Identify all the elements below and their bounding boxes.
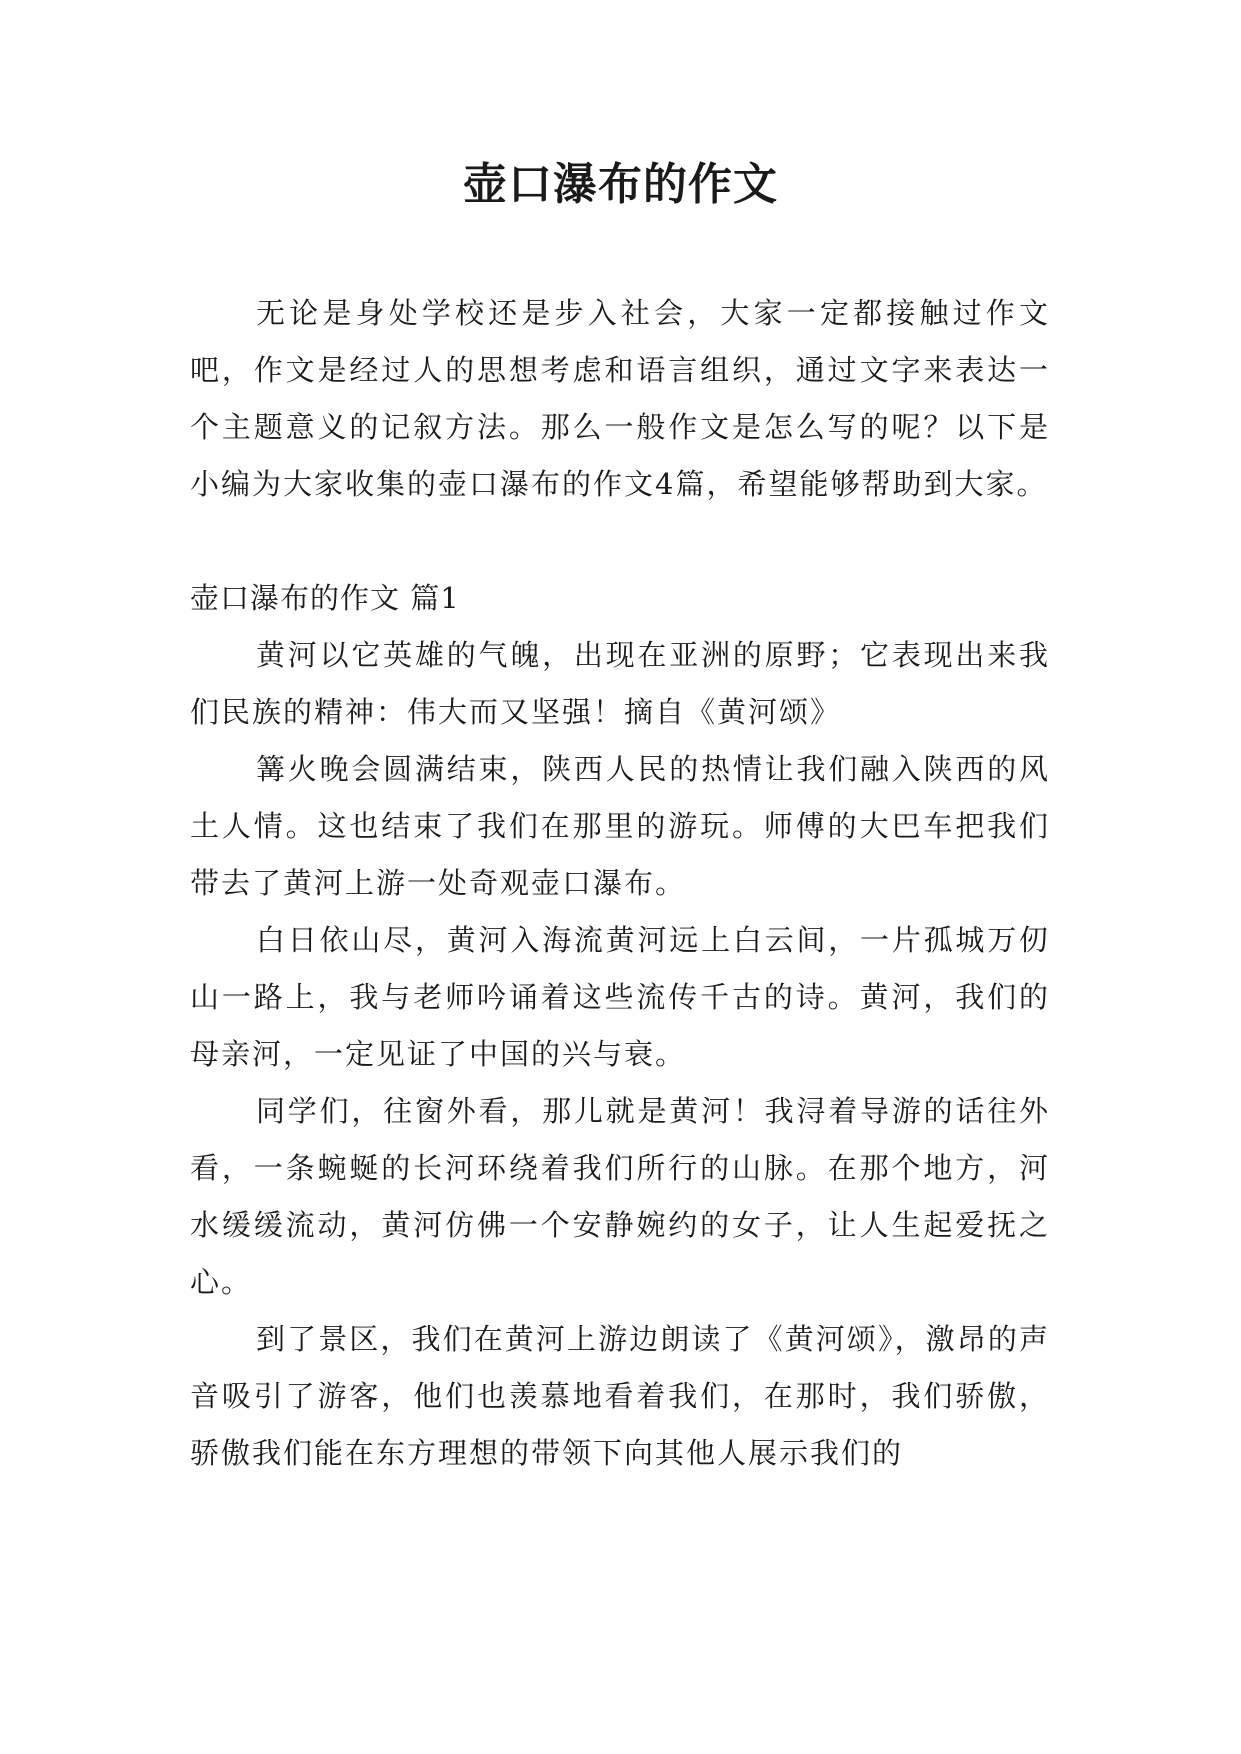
- section-heading: 壶口瀑布的作文 篇1: [190, 581, 460, 615]
- document-title: 壶口瀑布的作文: [463, 159, 778, 210]
- body-paragraph: 到了景区，我们在黄河上游边朗读了《黄河颂》，激昂的声音吸引了游客，他们也羡慕地看着我们，在那时，我们骄傲，骄傲我们能在东方理想的带领下向其他人展示我们的: [190, 1322, 1050, 1470]
- document-body: [190, 285, 1050, 1482]
- body-paragraph: 白日依山尽，黄河入海流黄河远上白云间，一片孤城万仞山一路上，我与老师吟诵着这些流传千古的诗。黄河，我们的母亲河，一定见证了中国的兴与衰。: [190, 923, 1050, 1071]
- body-paragraph: 黄河以它英雄的气魄，出现在亚洲的原野；它表现出来我们民族的精神：伟大而又坚强！摘自《黄河颂》: [190, 638, 1050, 729]
- intro-paragraph: 无论是身处学校还是步入社会，大家一定都接触过作文吧，作文是经过人的思想考虑和语言组织，通过文字来表达一个主题意义的记叙方法。那么一般作文是怎么写的呢？以下是小编为大家收集的壶口瀑布的作文4篇，希望能够帮助到大家。: [190, 296, 1050, 501]
- body-paragraph: 同学们，往窗外看，那儿就是黄河！我浔着导游的话往外看，一条蜿蜒的长河环绕着我们所行的山脉。在那个地方，河水缓缓流动，黄河仿佛一个安静婉约的女子，让人生起爱抚之心。: [190, 1094, 1050, 1299]
- body-paragraph: 篝火晚会圆满结束，陕西人民的热情让我们融入陕西的风土人情。这也结束了我们在那里的游玩。师傅的大巴车把我们带去了黄河上游一处奇观壶口瀑布。: [190, 752, 1050, 900]
